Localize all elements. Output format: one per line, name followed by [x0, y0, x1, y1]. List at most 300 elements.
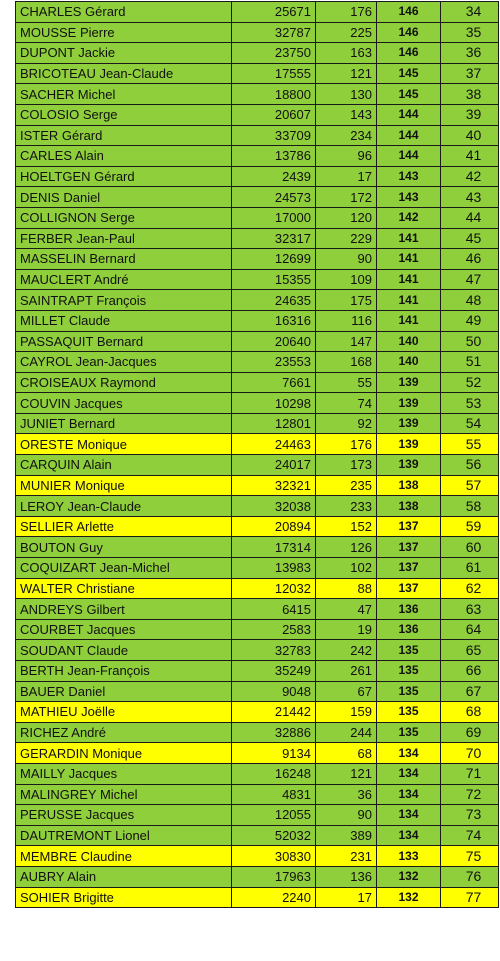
rank-label: 71: [465, 765, 482, 782]
value-cell: 32317: [232, 228, 316, 249]
count-cell: 225: [316, 22, 377, 43]
value-cell: 15355: [232, 269, 316, 290]
table-row: [16, 2, 499, 23]
count-cell: 17: [316, 887, 377, 908]
score-cell: 145: [377, 63, 441, 84]
score-cell: 141: [377, 290, 441, 311]
player-name-cell: ISTER Gérard: [16, 125, 232, 146]
player-name-cell: BERTH Jean-François: [16, 661, 232, 682]
rank-label: 62: [465, 579, 482, 596]
table-row: [16, 722, 499, 743]
ranking-table: [15, 1, 499, 908]
player-name-cell: CARLES Alain: [16, 146, 232, 167]
rank-cell: [441, 578, 499, 599]
player-name-cell: AUBRY Alain: [16, 866, 232, 887]
rank-label: 36: [465, 44, 482, 61]
table-row: [16, 578, 499, 599]
rank-cell: [441, 22, 499, 43]
score-cell: 136: [377, 599, 441, 620]
score-cell: 140: [377, 352, 441, 373]
player-name-cell: BOUTON Guy: [16, 537, 232, 558]
rank-cell: [441, 104, 499, 125]
player-name-cell: FERBER Jean-Paul: [16, 228, 232, 249]
value-cell: 33709: [232, 125, 316, 146]
rank-cell: [441, 599, 499, 620]
value-cell: 32038: [232, 496, 316, 517]
count-cell: 67: [316, 681, 377, 702]
table-row: [16, 63, 499, 84]
rank-label: 72: [465, 785, 482, 802]
player-name-cell: COURBET Jacques: [16, 619, 232, 640]
rank-label: 58: [465, 497, 482, 514]
table-row: [16, 372, 499, 393]
count-cell: 244: [316, 722, 377, 743]
score-cell: 134: [377, 743, 441, 764]
value-cell: 2439: [232, 166, 316, 187]
count-cell: 90: [316, 805, 377, 826]
rank-label: 35: [465, 23, 482, 40]
rank-label: 40: [465, 126, 482, 143]
rank-cell: [441, 228, 499, 249]
count-cell: 261: [316, 661, 377, 682]
count-cell: 109: [316, 269, 377, 290]
value-cell: 32783: [232, 640, 316, 661]
value-cell: 24017: [232, 455, 316, 476]
count-cell: 121: [316, 63, 377, 84]
value-cell: 4831: [232, 784, 316, 805]
player-name-cell: CROISEAUX Raymond: [16, 372, 232, 393]
value-cell: 12055: [232, 805, 316, 826]
count-cell: 88: [316, 578, 377, 599]
table-row: [16, 104, 499, 125]
player-name-cell: PERUSSE Jacques: [16, 805, 232, 826]
player-name-cell: SOHIER Brigitte: [16, 887, 232, 908]
player-name-cell: MAUCLERT André: [16, 269, 232, 290]
count-cell: 55: [316, 372, 377, 393]
rank-cell: [441, 537, 499, 558]
count-cell: 233: [316, 496, 377, 517]
value-cell: 9134: [232, 743, 316, 764]
score-cell: 146: [377, 22, 441, 43]
rank-label: 63: [465, 600, 482, 617]
table-row: [16, 743, 499, 764]
score-cell: 137: [377, 558, 441, 579]
score-cell: 141: [377, 269, 441, 290]
count-cell: 92: [316, 413, 377, 434]
table-row: [16, 558, 499, 579]
table-row: [16, 825, 499, 846]
ranking-table-body: [16, 2, 499, 908]
score-cell: 135: [377, 661, 441, 682]
table-row: [16, 84, 499, 105]
count-cell: 120: [316, 207, 377, 228]
score-cell: 137: [377, 516, 441, 537]
rank-label: 48: [465, 291, 482, 308]
score-cell: 132: [377, 887, 441, 908]
value-cell: 17555: [232, 63, 316, 84]
rank-label: 55: [465, 435, 482, 452]
table-row: [16, 331, 499, 352]
count-cell: 242: [316, 640, 377, 661]
score-cell: 135: [377, 722, 441, 743]
player-name-cell: DUPONT Jackie: [16, 43, 232, 64]
value-cell: 35249: [232, 661, 316, 682]
table-row: [16, 146, 499, 167]
table-row: [16, 249, 499, 270]
value-cell: 12032: [232, 578, 316, 599]
score-cell: 138: [377, 475, 441, 496]
count-cell: 90: [316, 249, 377, 270]
rank-cell: [441, 722, 499, 743]
rank-label: 67: [465, 682, 482, 699]
count-cell: 152: [316, 516, 377, 537]
rank-label: 57: [465, 476, 482, 493]
score-cell: 139: [377, 455, 441, 476]
rank-cell: [441, 743, 499, 764]
rank-label: 76: [465, 868, 482, 885]
rank-label: 73: [465, 806, 482, 823]
player-name-cell: CAYROL Jean-Jacques: [16, 352, 232, 373]
value-cell: 16316: [232, 310, 316, 331]
table-row: [16, 22, 499, 43]
count-cell: 389: [316, 825, 377, 846]
count-cell: 102: [316, 558, 377, 579]
count-cell: 159: [316, 702, 377, 723]
rank-label: 66: [465, 662, 482, 679]
count-cell: 231: [316, 846, 377, 867]
rank-label: 42: [465, 168, 482, 185]
value-cell: 52032: [232, 825, 316, 846]
table-row: [16, 290, 499, 311]
count-cell: 121: [316, 763, 377, 784]
rank-cell: [441, 825, 499, 846]
count-cell: 147: [316, 331, 377, 352]
value-cell: 20607: [232, 104, 316, 125]
rank-cell: [441, 43, 499, 64]
score-cell: 133: [377, 846, 441, 867]
score-cell: 135: [377, 702, 441, 723]
value-cell: 13983: [232, 558, 316, 579]
value-cell: 2583: [232, 619, 316, 640]
rank-label: 45: [465, 229, 482, 246]
value-cell: 17963: [232, 866, 316, 887]
count-cell: 116: [316, 310, 377, 331]
player-name-cell: MASSELIN Bernard: [16, 249, 232, 270]
count-cell: 168: [316, 352, 377, 373]
player-name-cell: ORESTE Monique: [16, 434, 232, 455]
rank-label: 39: [465, 106, 482, 123]
table-row: [16, 269, 499, 290]
rank-cell: [441, 475, 499, 496]
rank-cell: [441, 352, 499, 373]
table-row: [16, 125, 499, 146]
rank-label: 46: [465, 250, 482, 267]
rank-cell: [441, 763, 499, 784]
rank-label: 53: [465, 394, 482, 411]
rank-label: 56: [465, 456, 482, 473]
player-name-cell: SOUDANT Claude: [16, 640, 232, 661]
count-cell: 136: [316, 866, 377, 887]
rank-label: 44: [465, 209, 482, 226]
count-cell: 235: [316, 475, 377, 496]
player-name-cell: COLOSIO Serge: [16, 104, 232, 125]
table-row: [16, 455, 499, 476]
rank-cell: [441, 516, 499, 537]
rank-label: 70: [465, 744, 482, 761]
player-name-cell: WALTER Christiane: [16, 578, 232, 599]
rank-label: 49: [465, 312, 482, 329]
rank-cell: [441, 125, 499, 146]
score-cell: 142: [377, 207, 441, 228]
rank-label: 59: [465, 518, 482, 535]
rank-label: 68: [465, 703, 482, 720]
score-cell: 137: [377, 578, 441, 599]
rank-label: 34: [465, 3, 482, 20]
score-cell: 143: [377, 166, 441, 187]
player-name-cell: MAILLY Jacques: [16, 763, 232, 784]
rank-cell: [441, 558, 499, 579]
score-cell: 141: [377, 310, 441, 331]
rank-cell: [441, 805, 499, 826]
count-cell: 175: [316, 290, 377, 311]
score-cell: 141: [377, 249, 441, 270]
count-cell: 173: [316, 455, 377, 476]
value-cell: 20894: [232, 516, 316, 537]
score-cell: 138: [377, 496, 441, 517]
count-cell: 172: [316, 187, 377, 208]
rank-label: 65: [465, 641, 482, 658]
rank-label: 38: [465, 85, 482, 102]
player-name-cell: RICHEZ André: [16, 722, 232, 743]
score-cell: 134: [377, 805, 441, 826]
value-cell: 9048: [232, 681, 316, 702]
value-cell: 32886: [232, 722, 316, 743]
rank-label: 60: [465, 538, 482, 555]
count-cell: 130: [316, 84, 377, 105]
table-row: [16, 516, 499, 537]
rank-cell: [441, 496, 499, 517]
value-cell: 23750: [232, 43, 316, 64]
rank-cell: [441, 166, 499, 187]
rank-cell: [441, 290, 499, 311]
rank-label: 50: [465, 332, 482, 349]
table-row: [16, 599, 499, 620]
player-name-cell: CHARLES Gérard: [16, 2, 232, 23]
player-name-cell: GERARDIN Monique: [16, 743, 232, 764]
rank-cell: [441, 310, 499, 331]
rank-cell: [441, 372, 499, 393]
table-row: [16, 496, 499, 517]
player-name-cell: BRICOTEAU Jean-Claude: [16, 63, 232, 84]
count-cell: 96: [316, 146, 377, 167]
rank-label: 69: [465, 724, 482, 741]
value-cell: 2240: [232, 887, 316, 908]
rank-cell: [441, 661, 499, 682]
rank-cell: [441, 702, 499, 723]
table-row: [16, 475, 499, 496]
table-row: [16, 43, 499, 64]
rank-label: 51: [465, 353, 482, 370]
rank-cell: [441, 640, 499, 661]
rank-cell: [441, 207, 499, 228]
player-name-cell: SACHER Michel: [16, 84, 232, 105]
player-name-cell: CARQUIN Alain: [16, 455, 232, 476]
table-row: [16, 661, 499, 682]
value-cell: 12801: [232, 413, 316, 434]
rank-cell: [441, 619, 499, 640]
player-name-cell: MEMBRE Claudine: [16, 846, 232, 867]
count-cell: 19: [316, 619, 377, 640]
count-cell: 163: [316, 43, 377, 64]
value-cell: 25671: [232, 2, 316, 23]
rank-label: 41: [465, 147, 482, 164]
table-row: [16, 866, 499, 887]
player-name-cell: HOELTGEN Gérard: [16, 166, 232, 187]
table-row: [16, 846, 499, 867]
rank-cell: [441, 887, 499, 908]
value-cell: 30830: [232, 846, 316, 867]
rank-cell: [441, 84, 499, 105]
rank-cell: [441, 63, 499, 84]
value-cell: 16248: [232, 763, 316, 784]
score-cell: 134: [377, 763, 441, 784]
player-name-cell: COQUIZART Jean-Michel: [16, 558, 232, 579]
score-cell: 144: [377, 104, 441, 125]
value-cell: 20640: [232, 331, 316, 352]
rank-cell: [441, 2, 499, 23]
value-cell: 10298: [232, 393, 316, 414]
table-row: [16, 393, 499, 414]
count-cell: 176: [316, 2, 377, 23]
rank-label: 52: [465, 373, 482, 390]
score-cell: 134: [377, 825, 441, 846]
table-row: [16, 784, 499, 805]
score-cell: 144: [377, 125, 441, 146]
value-cell: 12699: [232, 249, 316, 270]
count-cell: 36: [316, 784, 377, 805]
rank-label: 61: [465, 559, 482, 576]
count-cell: 176: [316, 434, 377, 455]
score-cell: 135: [377, 681, 441, 702]
rank-cell: [441, 249, 499, 270]
value-cell: 17314: [232, 537, 316, 558]
player-name-cell: COLLIGNON Serge: [16, 207, 232, 228]
score-cell: 139: [377, 434, 441, 455]
player-name-cell: SELLIER Arlette: [16, 516, 232, 537]
rank-label: 54: [465, 415, 482, 432]
score-cell: 139: [377, 372, 441, 393]
score-cell: 146: [377, 2, 441, 23]
count-cell: 68: [316, 743, 377, 764]
player-name-cell: MUNIER Monique: [16, 475, 232, 496]
count-cell: 126: [316, 537, 377, 558]
value-cell: 24573: [232, 187, 316, 208]
count-cell: 74: [316, 393, 377, 414]
table-row: [16, 228, 499, 249]
value-cell: 21442: [232, 702, 316, 723]
table-row: [16, 187, 499, 208]
score-cell: 145: [377, 84, 441, 105]
table-row: [16, 310, 499, 331]
value-cell: 17000: [232, 207, 316, 228]
table-row: [16, 887, 499, 908]
player-name-cell: MILLET Claude: [16, 310, 232, 331]
rank-label: 75: [465, 847, 482, 864]
rank-label: 64: [465, 621, 482, 638]
score-cell: 139: [377, 393, 441, 414]
table-row: [16, 640, 499, 661]
rank-cell: [441, 866, 499, 887]
score-cell: 141: [377, 228, 441, 249]
player-name-cell: MOUSSE Pierre: [16, 22, 232, 43]
score-cell: 139: [377, 413, 441, 434]
rank-cell: [441, 455, 499, 476]
score-cell: 140: [377, 331, 441, 352]
score-cell: 136: [377, 619, 441, 640]
player-name-cell: MATHIEU Joëlle: [16, 702, 232, 723]
score-cell: 144: [377, 146, 441, 167]
rank-label: 37: [465, 65, 482, 82]
table-row: [16, 207, 499, 228]
table-row: [16, 352, 499, 373]
value-cell: 23553: [232, 352, 316, 373]
table-row: [16, 537, 499, 558]
rank-cell: [441, 413, 499, 434]
rank-cell: [441, 434, 499, 455]
value-cell: 7661: [232, 372, 316, 393]
table-row: [16, 413, 499, 434]
player-name-cell: DENIS Daniel: [16, 187, 232, 208]
player-name-cell: COUVIN Jacques: [16, 393, 232, 414]
rank-cell: [441, 331, 499, 352]
table-row: [16, 166, 499, 187]
score-cell: 143: [377, 187, 441, 208]
rank-cell: [441, 784, 499, 805]
value-cell: 24635: [232, 290, 316, 311]
rank-label: 77: [465, 888, 482, 905]
player-name-cell: BAUER Daniel: [16, 681, 232, 702]
table-row: [16, 763, 499, 784]
score-cell: 132: [377, 866, 441, 887]
value-cell: 6415: [232, 599, 316, 620]
table-row: [16, 702, 499, 723]
table-row: [16, 681, 499, 702]
rank-cell: [441, 393, 499, 414]
score-cell: 135: [377, 640, 441, 661]
value-cell: 32787: [232, 22, 316, 43]
rank-cell: [441, 269, 499, 290]
count-cell: 234: [316, 125, 377, 146]
score-cell: 134: [377, 784, 441, 805]
count-cell: 229: [316, 228, 377, 249]
count-cell: 17: [316, 166, 377, 187]
value-cell: 18800: [232, 84, 316, 105]
count-cell: 47: [316, 599, 377, 620]
score-cell: 137: [377, 537, 441, 558]
count-cell: 143: [316, 104, 377, 125]
player-name-cell: PASSAQUIT Bernard: [16, 331, 232, 352]
rank-cell: [441, 146, 499, 167]
player-name-cell: DAUTREMONT Lionel: [16, 825, 232, 846]
table-row: [16, 619, 499, 640]
rank-label: 74: [465, 827, 482, 844]
table-row: [16, 805, 499, 826]
player-name-cell: SAINTRAPT François: [16, 290, 232, 311]
rank-cell: [441, 846, 499, 867]
value-cell: 13786: [232, 146, 316, 167]
player-name-cell: LEROY Jean-Claude: [16, 496, 232, 517]
rank-cell: [441, 187, 499, 208]
